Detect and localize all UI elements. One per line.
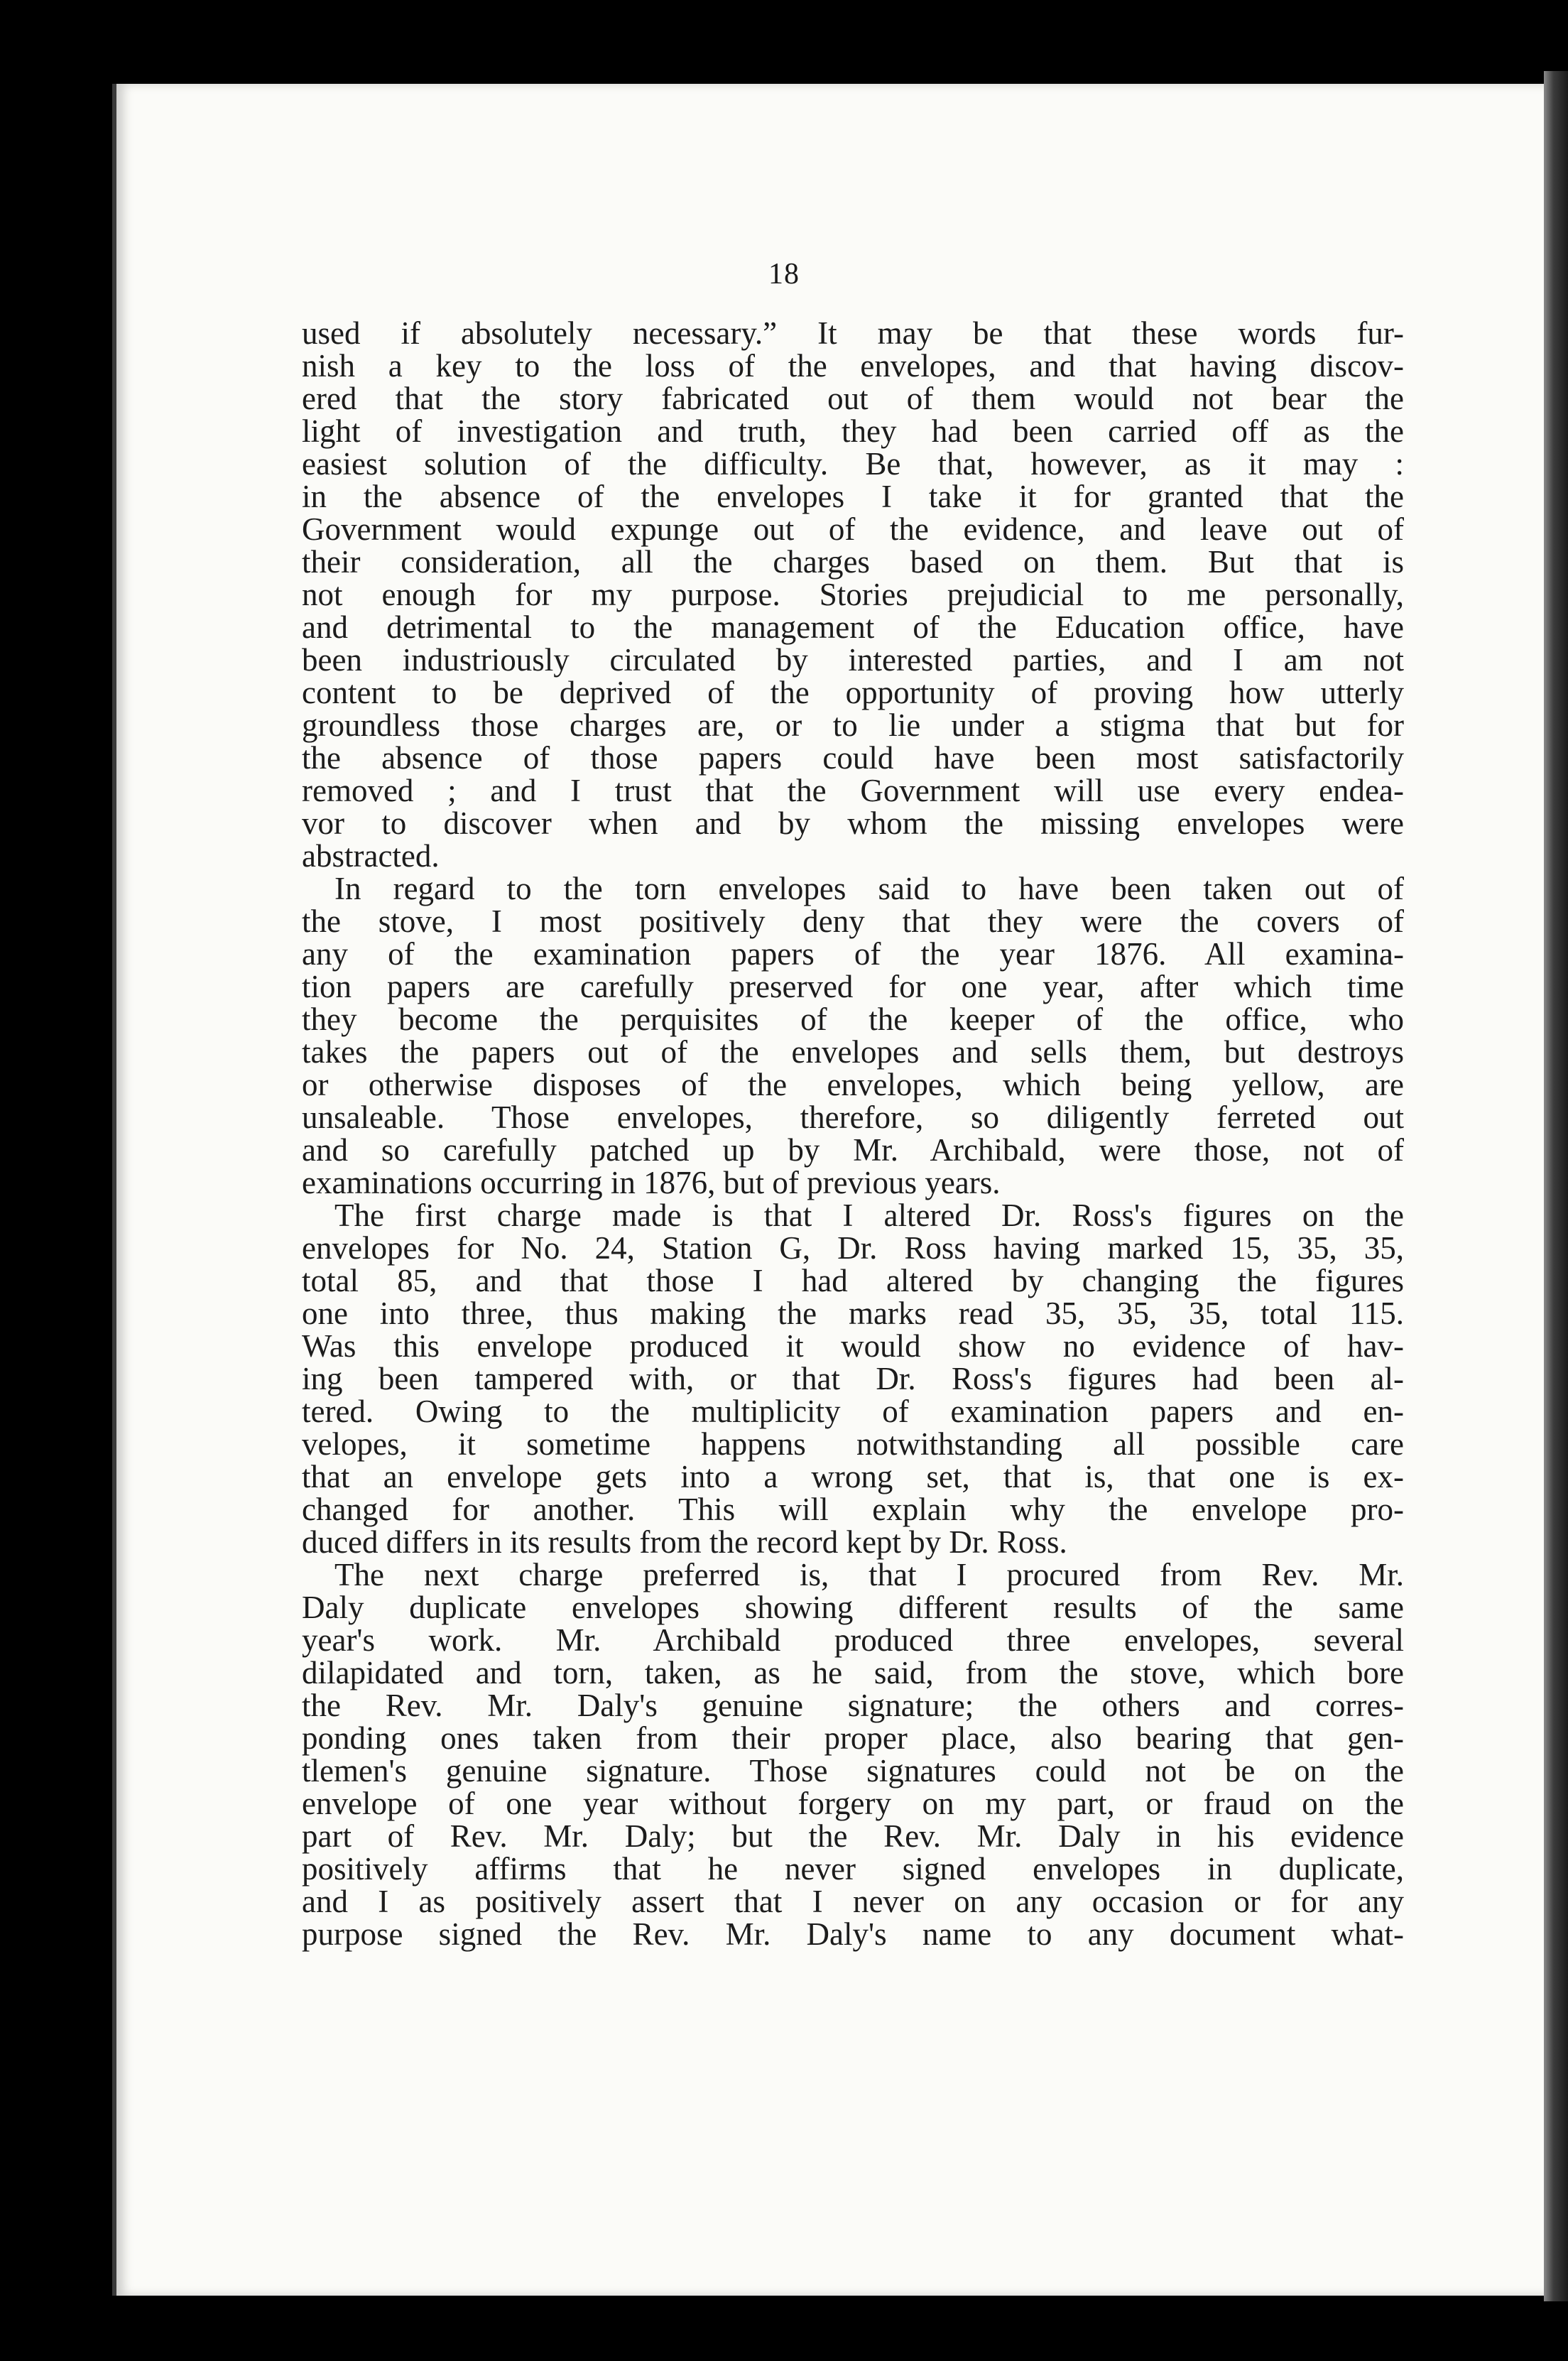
text-line: and detrimental to the management of the Education office, have <box>302 609 1404 645</box>
text-line: ered that the story fabricated out of them would not bear the <box>302 381 1404 416</box>
paragraph-1 <box>302 317 1404 872</box>
text-line: abstracted. <box>302 838 440 874</box>
text-line: or otherwise disposes of the envelopes, which being yellow, are <box>302 1067 1404 1102</box>
page-number: 18 <box>768 258 800 291</box>
text-line: the stove, I most positively deny that they were the covers of <box>302 903 1404 939</box>
text-line: groundless those charges are, or to lie under a stigma that but for <box>302 707 1404 743</box>
paragraph-2 <box>302 872 1404 1199</box>
text-line: changed for another. This will explain why the envelope pro- <box>302 1492 1404 1527</box>
text-line: Government would expunge out of the evidence, and leave out of <box>302 511 1404 547</box>
text-line: the absence of those papers could have been most satisfactorily <box>302 740 1404 776</box>
text-line: any of the examination papers of the year 1876. All examina- <box>302 936 1404 972</box>
text-line: examinations occurring in 1876, but of previous years. <box>302 1165 1001 1200</box>
paragraph-4 <box>302 1558 1404 1950</box>
text-line: their consideration, all the charges based on them. But that is <box>302 544 1404 580</box>
text-line: year's work. Mr. Archibald produced three envelopes, several <box>302 1622 1404 1658</box>
text-line: not enough for my purpose. Stories prejudicial to me personally, <box>302 577 1404 612</box>
text-line: envelopes for No. 24, Station G, Dr. Ross having marked 15, 35, 35, <box>302 1230 1404 1266</box>
text-line: easiest solution of the difficulty. Be that, however, as it may : <box>302 446 1404 482</box>
text-line: content to be deprived of the opportunity of proving how utterly <box>302 675 1404 710</box>
text-line: nish a key to the loss of the envelopes, and that having discov- <box>302 348 1404 384</box>
text-line: ing been tampered with, or that Dr. Ross's figures had been al- <box>302 1361 1404 1396</box>
text-line: tlemen's genuine signature. Those signatures could not be on the <box>302 1753 1404 1789</box>
text-line: The first charge made is that I altered Dr. Ross's figures on the <box>334 1198 1404 1233</box>
text-line: they become the perquisites of the keeper of the office, who <box>302 1002 1404 1037</box>
text-line: light of investigation and truth, they had been carried off as the <box>302 413 1404 449</box>
body-text <box>302 317 1404 1950</box>
text-line: In regard to the torn envelopes said to have been taken out of <box>334 871 1404 906</box>
text-line: The next charge preferred is, that I procured from Rev. Mr. <box>334 1557 1404 1592</box>
text-line: envelope of one year without forgery on my part, or fraud on the <box>302 1786 1404 1821</box>
text-line: tered. Owing to the multiplicity of examination papers and en- <box>302 1394 1404 1429</box>
text-line: positively affirms that he never signed envelopes in duplicate, <box>302 1851 1404 1887</box>
text-line: one into three, thus making the marks read 35, 35, 35, total 115. <box>302 1296 1404 1331</box>
text-line: removed ; and I trust that the Government will use every endea- <box>302 773 1404 808</box>
text-line: Daly duplicate envelopes showing different results of the same <box>302 1590 1404 1625</box>
text-line: purpose signed the Rev. Mr. Daly's name to any document what- <box>302 1916 1404 1952</box>
text-line: and so carefully patched up by Mr. Archibald, were those, not of <box>302 1132 1404 1168</box>
text-line: vor to discover when and by whom the missing envelopes were <box>302 805 1404 841</box>
text-line: velopes, it sometime happens notwithstanding all possible care <box>302 1426 1404 1462</box>
text-line: used if absolutely necessary.” It may be that these words fur- <box>302 315 1404 351</box>
text-line: that an envelope gets into a wrong set, that is, that one is ex- <box>302 1459 1404 1494</box>
text-line: and I as positively assert that I never on any occasion or for any <box>302 1884 1404 1919</box>
text-line: takes the papers out of the envelopes and sells them, but destroys <box>302 1034 1404 1070</box>
text-line: part of Rev. Mr. Daly; but the Rev. Mr. Daly in his evidence <box>302 1818 1404 1854</box>
text-line: total 85, and that those I had altered by changing the figures <box>302 1263 1404 1298</box>
text-line: dilapidated and torn, taken, as he said, from the stove, which bore <box>302 1655 1404 1690</box>
text-line: Was this envelope produced it would show no evidence of hav- <box>302 1328 1404 1364</box>
text-line: the Rev. Mr. Daly's genuine signature; the others and corres- <box>302 1688 1404 1723</box>
text-line: in the absence of the envelopes I take it for granted that the <box>302 479 1404 514</box>
text-line: unsaleable. Those envelopes, therefore, so diligently ferreted out <box>302 1100 1404 1135</box>
paragraph-3 <box>302 1199 1404 1558</box>
text-line: been industriously circulated by interested parties, and I am not <box>302 642 1404 678</box>
page-edge-shadow <box>1544 71 1568 2301</box>
text-line: tion papers are carefully preserved for one year, after which time <box>302 969 1404 1004</box>
text-line: duced differs in its results from the record kept by Dr. Ross. <box>302 1524 1067 1560</box>
text-line: ponding ones taken from their proper place, also bearing that gen- <box>302 1720 1404 1756</box>
